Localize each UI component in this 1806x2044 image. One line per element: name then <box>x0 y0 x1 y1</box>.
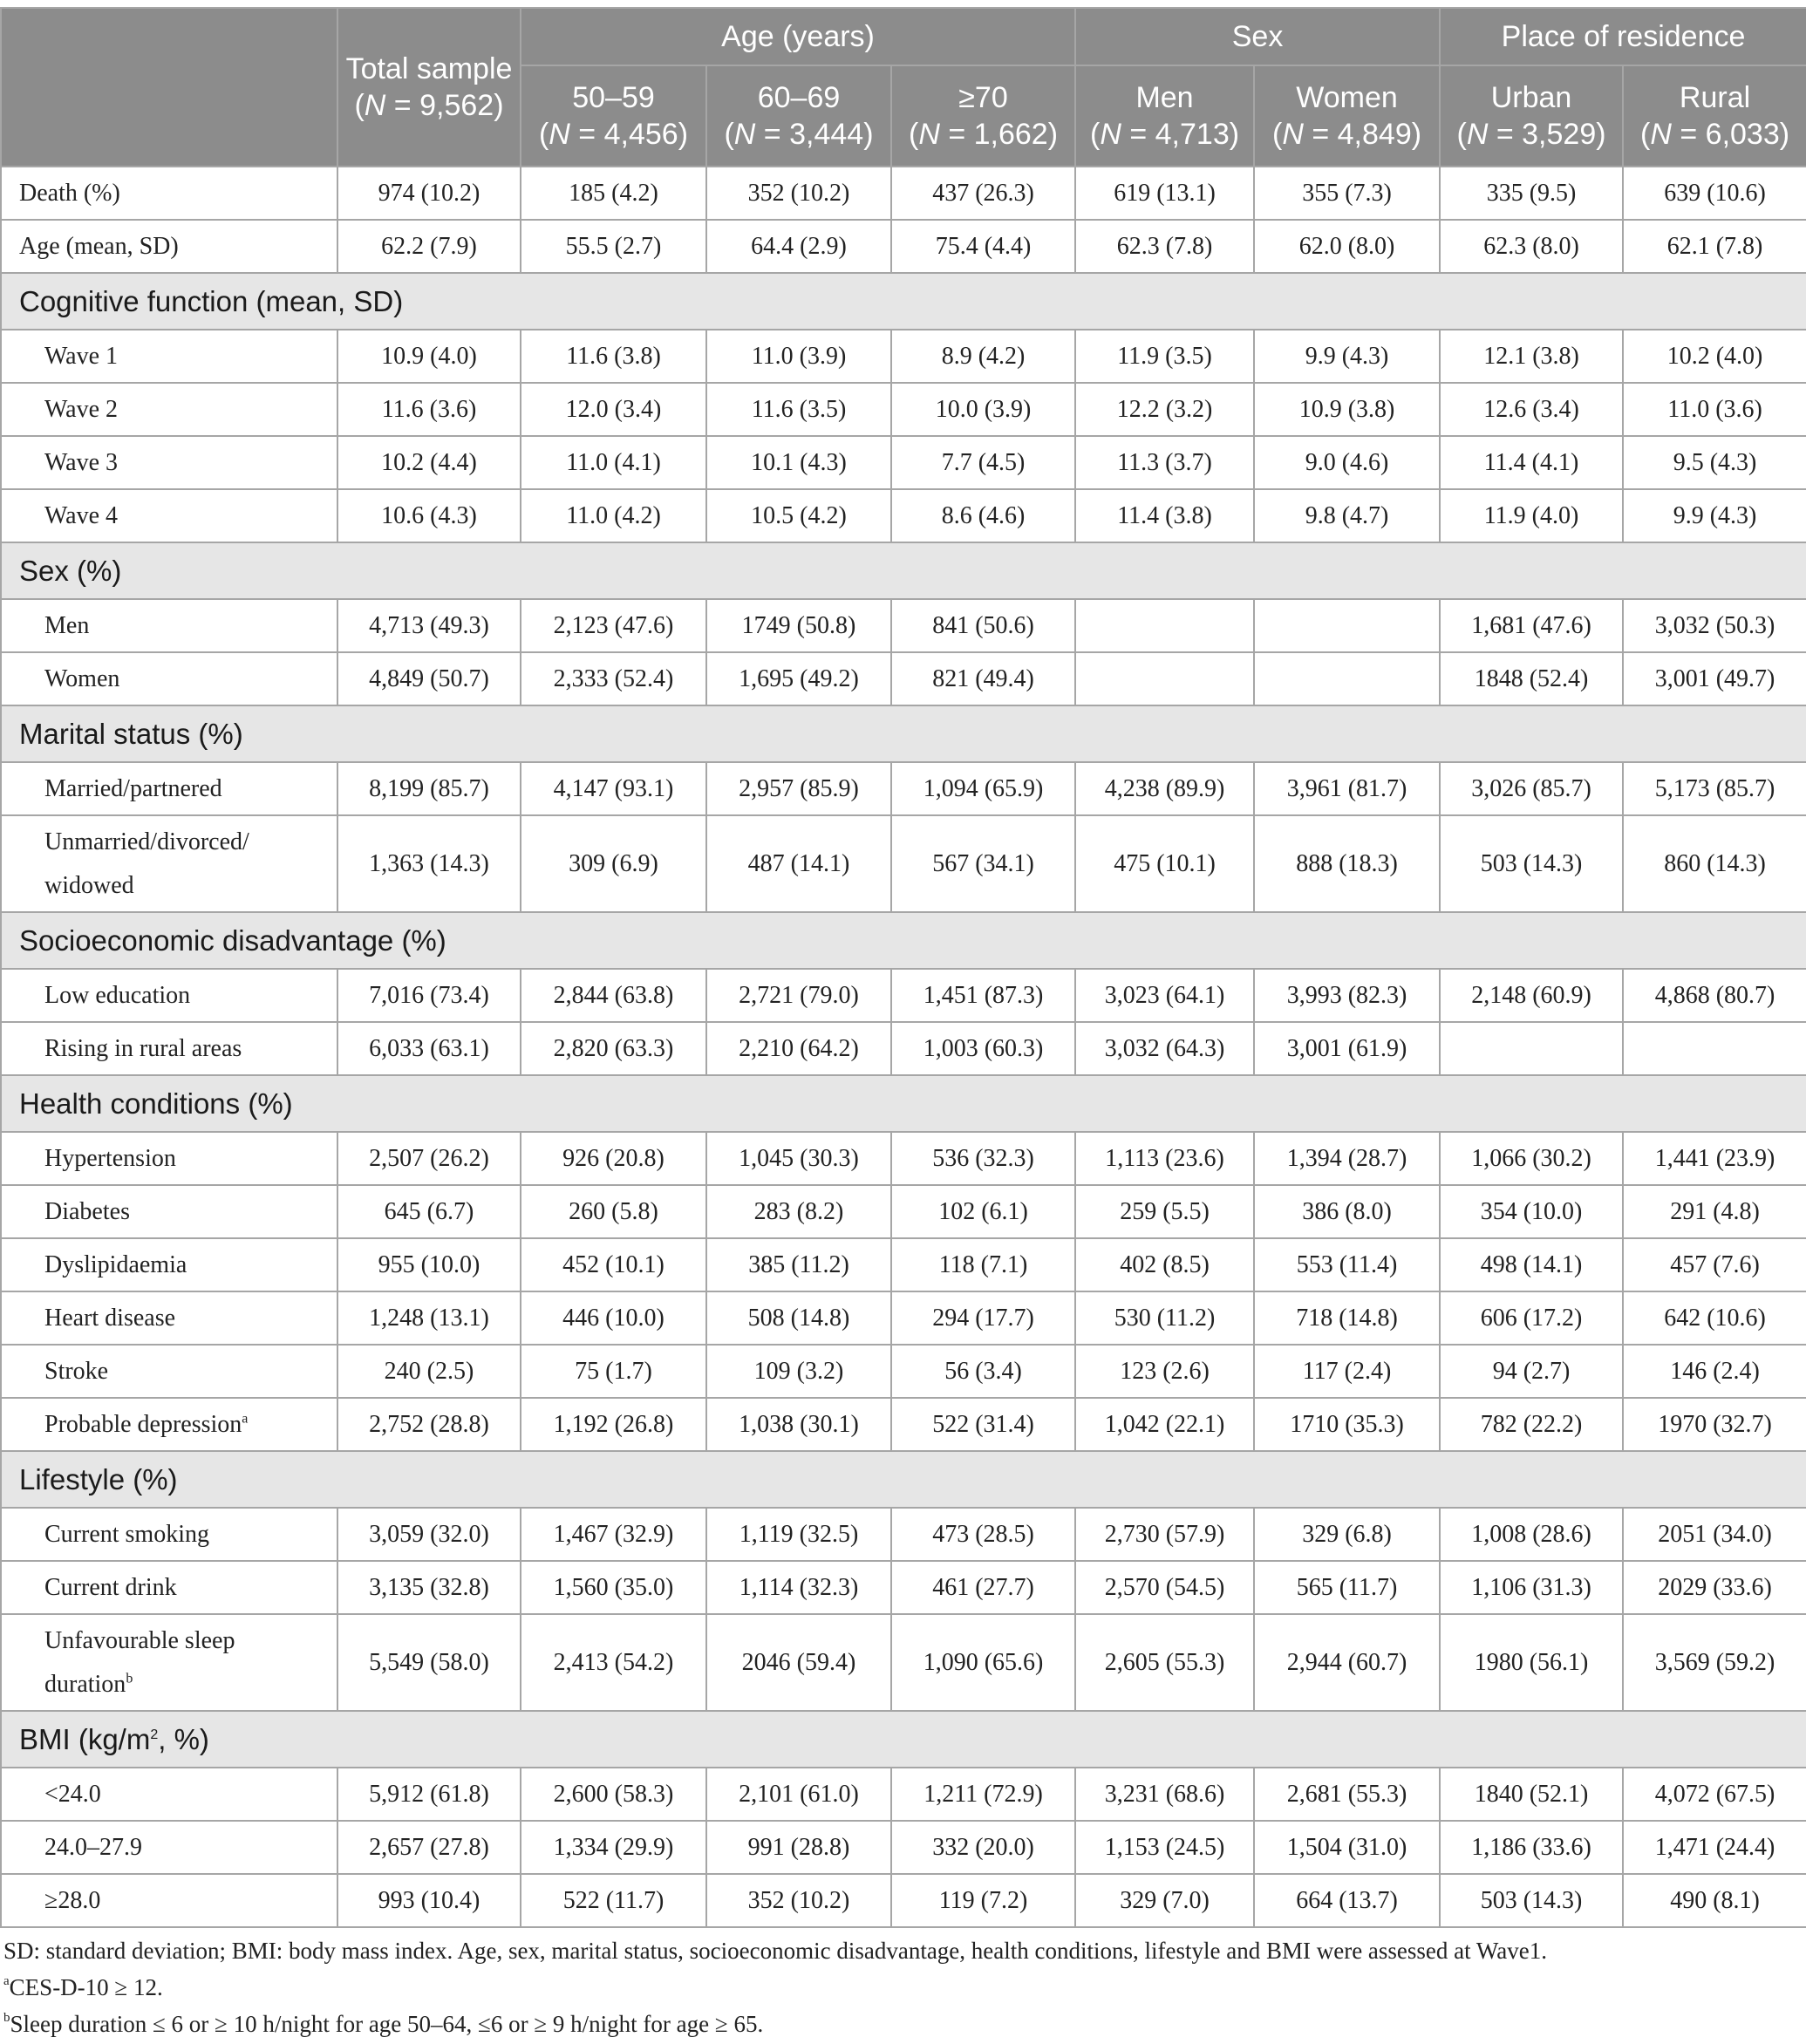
table-cell: 352 (10.2) <box>706 167 891 220</box>
table-cell: 498 (14.1) <box>1440 1238 1623 1291</box>
table-cell: 8,199 (85.7) <box>337 762 521 815</box>
row-label: Hypertension <box>1 1132 337 1185</box>
table-cell: 3,026 (85.7) <box>1440 762 1623 815</box>
table-cell: 606 (17.2) <box>1440 1291 1623 1345</box>
column-header: Men (N = 4,713) <box>1075 65 1254 167</box>
table-cell: 309 (6.9) <box>521 815 706 912</box>
table-cell: 4,849 (50.7) <box>337 652 521 705</box>
table-cell: 10.9 (4.0) <box>337 330 521 383</box>
row-label: Age (mean, SD) <box>1 220 337 273</box>
table-cell: 2051 (34.0) <box>1623 1508 1806 1561</box>
header-group-residence: Place of residence <box>1440 8 1806 65</box>
table-cell: 1,363 (14.3) <box>337 815 521 912</box>
table-cell: 522 (11.7) <box>521 1874 706 1927</box>
table-cell: 1,471 (24.4) <box>1623 1821 1806 1874</box>
section-title: Marital status (%) <box>1 705 1806 762</box>
table-cell: 1,094 (65.9) <box>891 762 1075 815</box>
header-group-sex: Sex <box>1075 8 1440 65</box>
column-header: Women (N = 4,849) <box>1254 65 1440 167</box>
table-cell: 3,569 (59.2) <box>1623 1614 1806 1711</box>
table-cell: 12.0 (3.4) <box>521 383 706 436</box>
table-cell: 1,106 (31.3) <box>1440 1561 1623 1614</box>
table-cell: 1,467 (32.9) <box>521 1508 706 1561</box>
table-cell: 446 (10.0) <box>521 1291 706 1345</box>
header-total-sample: Total sample (N = 9,562) <box>337 8 521 167</box>
footnote-b: $^b$Sleep duration ≤ 6 or ≥ 10 h/night for age 50–64, ≤6 or ≥ 9 h/night for age ≥ 65. <box>3 2011 764 2037</box>
table-cell: 8.6 (4.6) <box>891 489 1075 542</box>
table-cell: 530 (11.2) <box>1075 1291 1254 1345</box>
table-cell: 386 (8.0) <box>1254 1185 1440 1238</box>
table-cell: 4,147 (93.1) <box>521 762 706 815</box>
table-cell: 1,441 (23.9) <box>1623 1132 1806 1185</box>
table-cell: 1,066 (30.2) <box>1440 1132 1623 1185</box>
table-cell: 1,003 (60.3) <box>891 1022 1075 1075</box>
table-cell: 3,059 (32.0) <box>337 1508 521 1561</box>
table-cell: 294 (17.7) <box>891 1291 1075 1345</box>
section-title: Lifestyle (%) <box>1 1451 1806 1508</box>
table-cell: 821 (49.4) <box>891 652 1075 705</box>
row-label: Current smoking <box>1 1508 337 1561</box>
table-cell: 10.5 (4.2) <box>706 489 891 542</box>
table-cell: 5,549 (58.0) <box>337 1614 521 1711</box>
header-group-age: Age (years) <box>521 8 1075 65</box>
section-row <box>1 1451 1806 1508</box>
section-row <box>1 1711 1806 1768</box>
table-cell: 974 (10.2) <box>337 167 521 220</box>
table-cell: 1,560 (35.0) <box>521 1561 706 1614</box>
table-cell <box>1075 652 1254 705</box>
table-cell: 1,186 (33.6) <box>1440 1821 1623 1874</box>
row-label: Rising in rural areas <box>1 1022 337 1075</box>
table-cell: 7.7 (4.5) <box>891 436 1075 489</box>
table-cell: 10.6 (4.3) <box>337 489 521 542</box>
table-row <box>1 1132 1806 1185</box>
table-cell: 888 (18.3) <box>1254 815 1440 912</box>
table-header <box>1 8 1806 167</box>
section-row <box>1 1075 1806 1132</box>
table-row <box>1 1614 1806 1711</box>
table-cell: 1,248 (13.1) <box>337 1291 521 1345</box>
row-label: Probable depression$^a$ <box>1 1398 337 1451</box>
table-cell: 1,153 (24.5) <box>1075 1821 1254 1874</box>
table-cell: 291 (4.8) <box>1623 1185 1806 1238</box>
table-cell: 9.0 (4.6) <box>1254 436 1440 489</box>
table-cell: 329 (7.0) <box>1075 1874 1254 1927</box>
table-cell: 452 (10.1) <box>521 1238 706 1291</box>
row-label: Unmarried/divorced/ widowed <box>1 815 337 912</box>
table-cell: 1980 (56.1) <box>1440 1614 1623 1711</box>
table-row <box>1 167 1806 220</box>
table-cell: 2,681 (55.3) <box>1254 1768 1440 1821</box>
table-cell: 565 (11.7) <box>1254 1561 1440 1614</box>
table-row <box>1 652 1806 705</box>
table-cell: 955 (10.0) <box>337 1238 521 1291</box>
table-cell: 3,032 (50.3) <box>1623 599 1806 652</box>
header-corner <box>1 8 337 167</box>
table-cell: 3,001 (61.9) <box>1254 1022 1440 1075</box>
table-cell: 2,752 (28.8) <box>337 1398 521 1451</box>
table-cell: 1,008 (28.6) <box>1440 1508 1623 1561</box>
table-cell: 2046 (59.4) <box>706 1614 891 1711</box>
section-title: Cognitive function (mean, SD) <box>1 273 1806 330</box>
table-cell: 664 (13.7) <box>1254 1874 1440 1927</box>
table-cell: 991 (28.8) <box>706 1821 891 1874</box>
table-cell: 1,211 (72.9) <box>891 1768 1075 1821</box>
table-row <box>1 762 1806 815</box>
row-label: Death (%) <box>1 167 337 220</box>
table-row <box>1 489 1806 542</box>
table-row <box>1 1821 1806 1874</box>
table-cell: 860 (14.3) <box>1623 815 1806 912</box>
table-cell: 487 (14.1) <box>706 815 891 912</box>
table-row <box>1 1238 1806 1291</box>
section-title: BMI ($kg/m^2$, %) <box>1 1711 1806 1768</box>
table-cell: 260 (5.8) <box>521 1185 706 1238</box>
row-label: Diabetes <box>1 1185 337 1238</box>
table-cell: 1,038 (30.1) <box>706 1398 891 1451</box>
column-header: Rural (N = 6,033) <box>1623 65 1806 167</box>
row-label: Stroke <box>1 1345 337 1398</box>
table-cell: 1,090 (65.6) <box>891 1614 1075 1711</box>
table-cell: 2029 (33.6) <box>1623 1561 1806 1614</box>
table-cell: 3,961 (81.7) <box>1254 762 1440 815</box>
table-cell <box>1254 652 1440 705</box>
table-cell: 1,042 (22.1) <box>1075 1398 1254 1451</box>
table-cell: 2,148 (60.9) <box>1440 969 1623 1022</box>
table-cell: 11.0 (4.1) <box>521 436 706 489</box>
table-cell: 109 (3.2) <box>706 1345 891 1398</box>
table-cell: 2,413 (54.2) <box>521 1614 706 1711</box>
table-cell: 62.2 (7.9) <box>337 220 521 273</box>
table-row <box>1 1874 1806 1927</box>
table-cell: 1,451 (87.3) <box>891 969 1075 1022</box>
table-cell: 11.6 (3.8) <box>521 330 706 383</box>
table-cell: 62.3 (8.0) <box>1440 220 1623 273</box>
table-cell: 5,912 (61.8) <box>337 1768 521 1821</box>
table-row <box>1 1291 1806 1345</box>
table-cell: 2,570 (54.5) <box>1075 1561 1254 1614</box>
table-cell: 2,210 (64.2) <box>706 1022 891 1075</box>
table-cell: 332 (20.0) <box>891 1821 1075 1874</box>
table-cell: 64.4 (2.9) <box>706 220 891 273</box>
footnote-a: $^a$CES-D-10 ≥ 12. <box>3 1974 163 2000</box>
table-body <box>1 167 1806 1927</box>
table-cell: 1,504 (31.0) <box>1254 1821 1440 1874</box>
table-cell: 10.2 (4.4) <box>337 436 521 489</box>
table-cell: 118 (7.1) <box>891 1238 1075 1291</box>
table-cell: 3,993 (82.3) <box>1254 969 1440 1022</box>
table-cell: 2,730 (57.9) <box>1075 1508 1254 1561</box>
table-row <box>1 1768 1806 1821</box>
table-cell: 2,507 (26.2) <box>337 1132 521 1185</box>
table-cell: 3,231 (68.6) <box>1075 1768 1254 1821</box>
table-cell: 2,123 (47.6) <box>521 599 706 652</box>
table-cell: 12.6 (3.4) <box>1440 383 1623 436</box>
table-row <box>1 1022 1806 1075</box>
table-cell: 402 (8.5) <box>1075 1238 1254 1291</box>
table-cell: 475 (10.1) <box>1075 815 1254 912</box>
table-cell: 329 (6.8) <box>1254 1508 1440 1561</box>
table-cell: 3,001 (49.7) <box>1623 652 1806 705</box>
table-cell: 3,032 (64.3) <box>1075 1022 1254 1075</box>
table-cell: 335 (9.5) <box>1440 167 1623 220</box>
table-cell: 354 (10.0) <box>1440 1185 1623 1238</box>
table-cell: 94 (2.7) <box>1440 1345 1623 1398</box>
table-cell: 461 (27.7) <box>891 1561 1075 1614</box>
table-cell: 782 (22.2) <box>1440 1398 1623 1451</box>
table-cell: 119 (7.2) <box>891 1874 1075 1927</box>
table-cell: 2,333 (52.4) <box>521 652 706 705</box>
table-cell: 10.0 (3.9) <box>891 383 1075 436</box>
table-cell: 12.2 (3.2) <box>1075 383 1254 436</box>
table-cell: 352 (10.2) <box>706 1874 891 1927</box>
table-cell: 11.6 (3.5) <box>706 383 891 436</box>
footnote-abbreviations: SD: standard deviation; BMI: body mass index. Age, sex, marital status, socioeconomic disadvantage, health conditions, lifestyle and BMI were assessed at Wave1. <box>3 1938 1547 1964</box>
table-row <box>1 1561 1806 1614</box>
table-cell: 503 (14.3) <box>1440 815 1623 912</box>
table-cell: 503 (14.3) <box>1440 1874 1623 1927</box>
table-row <box>1 1345 1806 1398</box>
table-cell: 9.9 (4.3) <box>1623 489 1806 542</box>
table-cell: 11.9 (3.5) <box>1075 330 1254 383</box>
table-row <box>1 436 1806 489</box>
table-cell: 75.4 (4.4) <box>891 220 1075 273</box>
table-cell: 283 (8.2) <box>706 1185 891 1238</box>
table-cell: 7,016 (73.4) <box>337 969 521 1022</box>
table-cell: 1,113 (23.6) <box>1075 1132 1254 1185</box>
table-cell: 9.5 (4.3) <box>1623 436 1806 489</box>
column-header: 50–59 (N = 4,456) <box>521 65 706 167</box>
table-cell: 6,033 (63.1) <box>337 1022 521 1075</box>
section-row <box>1 273 1806 330</box>
section-row <box>1 705 1806 762</box>
table-cell: 2,820 (63.3) <box>521 1022 706 1075</box>
table-cell: 4,072 (67.5) <box>1623 1768 1806 1821</box>
table-row <box>1 815 1806 912</box>
table-cell: 1,695 (49.2) <box>706 652 891 705</box>
table-cell: 993 (10.4) <box>337 1874 521 1927</box>
table-cell: 1749 (50.8) <box>706 599 891 652</box>
table-cell: 11.9 (4.0) <box>1440 489 1623 542</box>
table-cell: 1710 (35.3) <box>1254 1398 1440 1451</box>
table-cell: 146 (2.4) <box>1623 1345 1806 1398</box>
table-cell: 10.1 (4.3) <box>706 436 891 489</box>
table-cell: 11.0 (4.2) <box>521 489 706 542</box>
table-cell: 11.4 (3.8) <box>1075 489 1254 542</box>
table-row <box>1 599 1806 652</box>
table-cell: 2,957 (85.9) <box>706 762 891 815</box>
table-cell: 926 (20.8) <box>521 1132 706 1185</box>
table-cell: 185 (4.2) <box>521 167 706 220</box>
row-label: Wave 4 <box>1 489 337 542</box>
table-row <box>1 1398 1806 1451</box>
table-cell: 11.4 (4.1) <box>1440 436 1623 489</box>
table-cell: 9.8 (4.7) <box>1254 489 1440 542</box>
table-cell: 490 (8.1) <box>1623 1874 1806 1927</box>
table-cell: 4,713 (49.3) <box>337 599 521 652</box>
column-header: ≥70 (N = 1,662) <box>891 65 1075 167</box>
row-label: Married/partnered <box>1 762 337 815</box>
table-cell: 10.9 (3.8) <box>1254 383 1440 436</box>
table-cell: 4,868 (80.7) <box>1623 969 1806 1022</box>
row-label: Women <box>1 652 337 705</box>
row-label: <24.0 <box>1 1768 337 1821</box>
table-cell: 240 (2.5) <box>337 1345 521 1398</box>
section-title: Health conditions (%) <box>1 1075 1806 1132</box>
table-cell: 4,238 (89.9) <box>1075 762 1254 815</box>
table-cell <box>1623 1022 1806 1075</box>
table-cell: 645 (6.7) <box>337 1185 521 1238</box>
table-row <box>1 383 1806 436</box>
table-cell: 2,101 (61.0) <box>706 1768 891 1821</box>
table-cell: 62.3 (7.8) <box>1075 220 1254 273</box>
section-row <box>1 912 1806 969</box>
row-label: Low education <box>1 969 337 1022</box>
row-label: 24.0–27.9 <box>1 1821 337 1874</box>
row-label: Heart disease <box>1 1291 337 1345</box>
table-cell: 2,944 (60.7) <box>1254 1614 1440 1711</box>
table-cell: 12.1 (3.8) <box>1440 330 1623 383</box>
table-cell: 1,681 (47.6) <box>1440 599 1623 652</box>
row-label: Men <box>1 599 337 652</box>
table-cell: 385 (11.2) <box>706 1238 891 1291</box>
table-cell: 473 (28.5) <box>891 1508 1075 1561</box>
table-cell <box>1075 599 1254 652</box>
table-cell: 55.5 (2.7) <box>521 220 706 273</box>
table-cell: 11.0 (3.9) <box>706 330 891 383</box>
table-cell: 1970 (32.7) <box>1623 1398 1806 1451</box>
table-row <box>1 1508 1806 1561</box>
table-cell: 1,192 (26.8) <box>521 1398 706 1451</box>
table-cell <box>1254 599 1440 652</box>
table-cell: 1848 (52.4) <box>1440 652 1623 705</box>
table-cell: 536 (32.3) <box>891 1132 1075 1185</box>
table-cell: 1,045 (30.3) <box>706 1132 891 1185</box>
table-cell: 75 (1.7) <box>521 1345 706 1398</box>
table-cell: 123 (2.6) <box>1075 1345 1254 1398</box>
section-title: Sex (%) <box>1 542 1806 599</box>
column-header: 60–69 (N = 3,444) <box>706 65 891 167</box>
table-cell: 56 (3.4) <box>891 1345 1075 1398</box>
table-cell <box>1440 1022 1623 1075</box>
table-cell: 642 (10.6) <box>1623 1291 1806 1345</box>
column-header: Urban (N = 3,529) <box>1440 65 1623 167</box>
table-cell: 567 (34.1) <box>891 815 1075 912</box>
table-cell: 1840 (52.1) <box>1440 1768 1623 1821</box>
table-cell: 2,844 (63.8) <box>521 969 706 1022</box>
table-cell: 508 (14.8) <box>706 1291 891 1345</box>
characteristics-table <box>0 7 1806 1928</box>
table-cell: 11.3 (3.7) <box>1075 436 1254 489</box>
table-cell: 457 (7.6) <box>1623 1238 1806 1291</box>
table-cell: 553 (11.4) <box>1254 1238 1440 1291</box>
table-cell: 3,023 (64.1) <box>1075 969 1254 1022</box>
row-label: Unfavourable sleep duration$^b$ <box>1 1614 337 1711</box>
table-cell: 522 (31.4) <box>891 1398 1075 1451</box>
section-title: Socioeconomic disadvantage (%) <box>1 912 1806 969</box>
table-cell: 259 (5.5) <box>1075 1185 1254 1238</box>
table-cell: 1,394 (28.7) <box>1254 1132 1440 1185</box>
table-cell: 619 (13.1) <box>1075 167 1254 220</box>
table-cell: 62.0 (8.0) <box>1254 220 1440 273</box>
section-row <box>1 542 1806 599</box>
table-row <box>1 1185 1806 1238</box>
table-cell: 1,114 (32.3) <box>706 1561 891 1614</box>
table-cell: 2,600 (58.3) <box>521 1768 706 1821</box>
table-cell: 2,605 (55.3) <box>1075 1614 1254 1711</box>
table-cell: 841 (50.6) <box>891 599 1075 652</box>
table-cell: 62.1 (7.8) <box>1623 220 1806 273</box>
table-cell: 11.6 (3.6) <box>337 383 521 436</box>
row-label: Dyslipidaemia <box>1 1238 337 1291</box>
table-cell: 639 (10.6) <box>1623 167 1806 220</box>
table-row <box>1 220 1806 273</box>
table-cell: 2,657 (27.8) <box>337 1821 521 1874</box>
row-label: Wave 2 <box>1 383 337 436</box>
row-label: Current drink <box>1 1561 337 1614</box>
row-label: ≥28.0 <box>1 1874 337 1927</box>
table-cell: 355 (7.3) <box>1254 167 1440 220</box>
table-cell: 102 (6.1) <box>891 1185 1075 1238</box>
table-cell: 437 (26.3) <box>891 167 1075 220</box>
row-label: Wave 3 <box>1 436 337 489</box>
table-cell: 2,721 (79.0) <box>706 969 891 1022</box>
table-cell: 10.2 (4.0) <box>1623 330 1806 383</box>
table-cell: 117 (2.4) <box>1254 1345 1440 1398</box>
table-row <box>1 969 1806 1022</box>
table-cell: 3,135 (32.8) <box>337 1561 521 1614</box>
table-cell: 5,173 (85.7) <box>1623 762 1806 815</box>
table-cell: 1,119 (32.5) <box>706 1508 891 1561</box>
table-cell: 718 (14.8) <box>1254 1291 1440 1345</box>
row-label: Wave 1 <box>1 330 337 383</box>
table-cell: 8.9 (4.2) <box>891 330 1075 383</box>
table-row <box>1 330 1806 383</box>
table-cell: 1,334 (29.9) <box>521 1821 706 1874</box>
table-cell: 9.9 (4.3) <box>1254 330 1440 383</box>
table-cell: 11.0 (3.6) <box>1623 383 1806 436</box>
